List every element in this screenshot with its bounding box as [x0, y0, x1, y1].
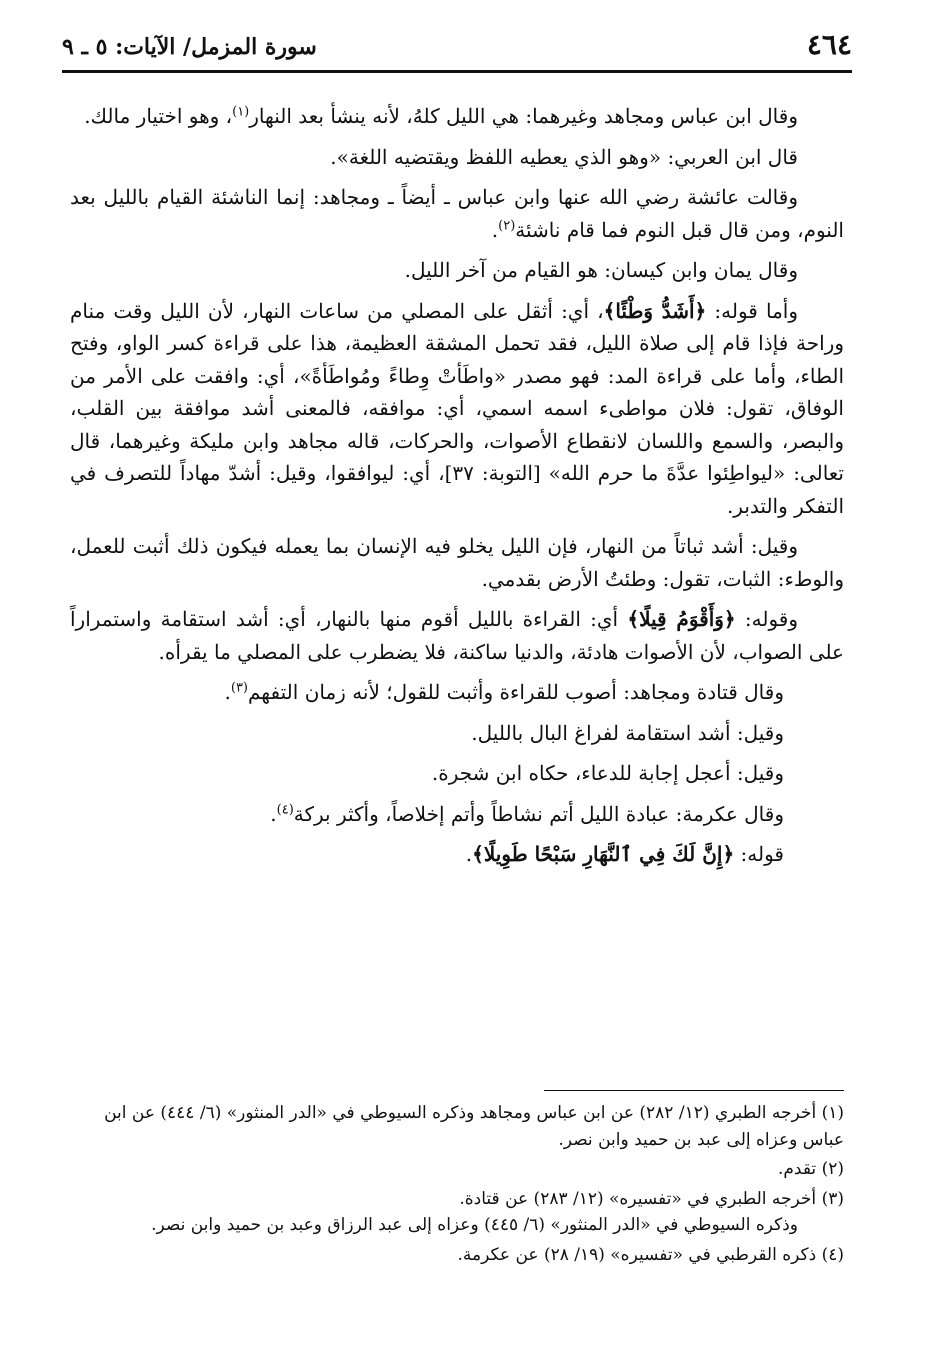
paragraph — [70, 798, 844, 831]
footnote-text: ذكره القرطبي في «تفسيره» (١٩/ ٢٨) عن عكرمة. — [457, 1244, 817, 1265]
footnote-number: (٤) — [821, 1244, 844, 1265]
running-title: سورة المزمل/ الآيات: ٥ ـ ٩ — [62, 34, 317, 60]
footnote-ref[interactable]: (٤) — [276, 801, 294, 817]
paragraph — [70, 757, 844, 790]
footnote-number: (١) — [821, 1103, 844, 1123]
paragraph-text: . — [224, 680, 231, 704]
paragraph-text: وقيل: أشد ثباتاً من النهار، فإن الليل يخلو فيه الإنسان بما يعمله فيكون ذلك أثبت للعمل، والوطء: الثبات، تقول: وطئتُ الأرض بقدمي. — [70, 534, 844, 591]
quran-verse: ﴿وَأَقْوَمُ قِيلًا﴾ — [627, 607, 736, 631]
footnote-ref[interactable]: (١) — [232, 104, 250, 120]
paragraph — [70, 530, 844, 595]
paragraph — [70, 717, 844, 750]
footnotes — [70, 1100, 844, 1271]
paragraph — [70, 141, 844, 174]
footnote — [70, 1186, 844, 1239]
quran-verse: ﴿إِنَّ لَكَ فِي ٱلنَّهَارِ سَبْحًا طَوِيلًا﴾ — [472, 842, 735, 866]
footnote-number: (٢) — [821, 1159, 844, 1179]
footnote-number: (٣) — [821, 1188, 844, 1209]
paragraph-text: وأما قوله: — [706, 298, 798, 323]
paragraph-text: وقيل: أعجل إجابة للدعاء، حكاه ابن شجرة. — [431, 761, 784, 785]
header-rule — [62, 70, 852, 73]
paragraph-text: وقال عكرمة: عبادة الليل أتم نشاطاً وأتم إخلاصاً، وأكثر بركة — [293, 801, 784, 826]
footnote-text: أخرجه الطبري (١٢/ ٢٨٢) عن ابن عباس ومجاهد وذكره السيوطي في «الدر المنثور» (٦/ ٤٤٤) عن ابن عباس وعزاه إلى عبد بن حميد وابن نصر. — [104, 1103, 844, 1150]
paragraph-text: ، أي: أثقل على المصلي من ساعات النهار، لأن الليل وقت منام وراحة فإذا قام إلى صلاة الليل، فقد تحمل المشقة العظيمة، هذا على قراءة كسر الواو، وفتح الطاء، وأما على قراءة المد: فهو مصدر «واطَأتْ وِطاءً ومُواطَأةً»، أي: وافقت على الأمر من الوفاق، تقول: فلان مواطىء اسمه اسمي، أي: موافقه، فالمعنى أشد موافقة بين القلب، والبصر، والسمع واللسان لانقطاع الأصوات، والحركات، قاله مجاهد وابن مليكة وغيرهما، قال تعالى: «ليواطِئوا عدَّةَ ما حرم الله» [التوبة: ٣٧]، أي: ليوافقوا، وقيل: أشدّ مهاداً للتصرف في التفكر والتدبر. — [70, 298, 844, 518]
paragraph-text: وقوله: — [735, 607, 798, 631]
paragraph-text: وقيل: أشد استقامة لفراغ البال بالليل. — [471, 720, 784, 745]
footnote — [70, 1100, 844, 1153]
paragraph — [70, 100, 844, 133]
paragraph-text: ، وهو اختيار مالك. — [84, 104, 233, 128]
footnote-text: وذكره السيوطي في «الدر المنثور» (٦/ ٤٤٥) وعزاه إلى عبد الرزاق وعبد بن حميد وابن نصر. — [151, 1215, 798, 1235]
footnote-text: تقدم. — [777, 1159, 817, 1179]
footnote-ref[interactable]: (٣) — [230, 680, 248, 696]
paragraph-text: . — [270, 801, 277, 826]
paragraph-text: قال ابن العربي: «وهو الذي يعطيه اللفظ ويقتضيه اللغة». — [330, 144, 798, 169]
footnote-separator — [544, 1090, 844, 1091]
footnote-ref[interactable]: (٢) — [498, 217, 516, 233]
footnote-text: أخرجه الطبري في «تفسيره» (١٢/ ٢٨٣) عن قتادة. — [459, 1188, 817, 1209]
paragraph — [70, 254, 844, 287]
page-number: ٤٦٤ — [806, 28, 852, 61]
paragraph-text: . — [465, 842, 473, 866]
paragraph — [70, 295, 844, 523]
paragraph-text: . — [491, 217, 499, 242]
quran-verse: ﴿أَشَدُّ وَطْئًا﴾ — [603, 298, 707, 323]
paragraph-text: وقال قتادة ومجاهد: أصوب للقراءة وأثبت للقول؛ لأنه زمان التفهم — [248, 680, 784, 704]
paragraph-text: وقال يمان وابن كيسان: هو القيام من آخر الليل. — [404, 258, 798, 282]
paragraph — [70, 838, 844, 871]
paragraph-text: وقال ابن عباس ومجاهد وغيرهما: هي الليل كلهُ، لأنه ينشأ بعد النهار — [249, 104, 798, 128]
main-text — [70, 100, 844, 879]
footnote — [70, 1156, 844, 1183]
paragraph-text: أي: القراءة بالليل أقوم منها بالنهار، أي: أشد استقامة واستمراراً على الصواب، لأن الأصوات هادئة، والدنيا ساكنة، فلا يضطرب على المصلي ما يقرأه. — [70, 607, 844, 664]
page-header — [62, 26, 852, 70]
paragraph-text: وقالت عائشة رضي الله عنها وابن عباس ـ أيضاً ـ ومجاهد: إنما الناشئة القيام بالليل بعد النوم، ومن قال قبل النوم فما قام ناشئة — [70, 185, 844, 242]
paragraph — [70, 181, 844, 246]
footnote — [70, 1242, 844, 1269]
paragraph-text: قوله: — [734, 842, 784, 866]
paragraph — [70, 603, 844, 668]
paragraph — [70, 676, 844, 709]
